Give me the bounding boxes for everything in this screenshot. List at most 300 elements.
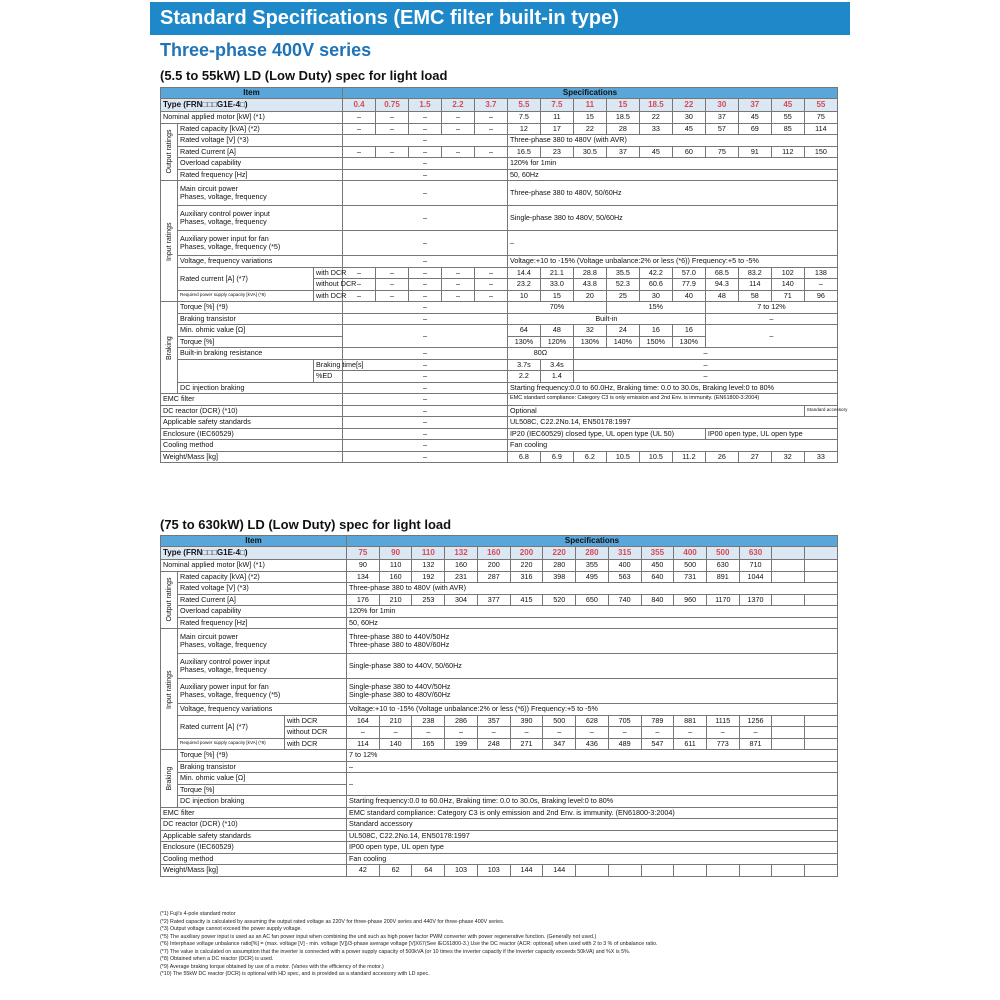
value-cell: 248	[477, 738, 510, 750]
value-cell: 134	[347, 571, 380, 583]
sub-label: without DCR	[285, 727, 347, 739]
table-cell: –	[573, 359, 837, 371]
table-cell: –	[573, 348, 837, 360]
value-cell: 628	[576, 715, 609, 727]
value-cell: 398	[543, 571, 576, 583]
item-header: Item	[161, 88, 343, 99]
row-label: DC injection braking	[178, 796, 347, 808]
value-cell: 28.8	[573, 267, 606, 279]
value-cell: 6.8	[507, 451, 540, 463]
value-cell: 140%	[606, 336, 639, 348]
table-cell	[347, 679, 838, 704]
value-cell: 40	[672, 290, 705, 302]
value-cell: 15	[540, 290, 573, 302]
type-label: Type (FRN□□□G1E-4□)	[161, 547, 347, 560]
value-cell: 280	[543, 560, 576, 572]
table-cell	[178, 359, 314, 371]
value-cell: 28	[606, 123, 639, 135]
value-cell: –	[343, 112, 376, 124]
row-label: Cooling method	[161, 853, 347, 865]
type-model: 280	[576, 547, 609, 560]
table-cell: –	[343, 440, 508, 452]
category-braking: Braking	[161, 750, 178, 808]
value-cell: 22	[639, 112, 672, 124]
value-cell: 102	[771, 267, 804, 279]
table-cell: –	[343, 371, 508, 383]
row-label: Rated Current [A]	[178, 146, 343, 158]
value-cell: 611	[674, 738, 707, 750]
value-cell: –	[576, 727, 609, 739]
row-label: Min. ohmic value [Ω]	[178, 773, 347, 785]
value-cell: 91	[738, 146, 771, 158]
value-cell: 144	[510, 865, 543, 877]
value-cell: 192	[412, 571, 445, 583]
value-cell: 140	[771, 279, 804, 291]
value-cell: 238	[412, 715, 445, 727]
table-cell: –	[343, 359, 508, 371]
value-cell: 55	[771, 112, 804, 124]
sub-label: without DCR	[314, 279, 343, 291]
value-cell: –	[543, 727, 576, 739]
value-cell: 69	[738, 123, 771, 135]
value-cell: 710	[739, 560, 772, 572]
value-cell: 22	[573, 123, 606, 135]
label-line: Auxiliary power input for fan	[180, 682, 269, 692]
value-cell	[608, 865, 641, 877]
label-line: Auxiliary control power input	[180, 657, 270, 667]
value-cell: –	[343, 279, 376, 291]
table-cell: Starting frequency:0.0 to 60.0Hz, Braking time: 0.0 to 30.0s, Braking level:0 to 80%	[347, 796, 838, 808]
category-input-ratings: Input ratings	[161, 629, 178, 750]
table-cell: –	[347, 761, 838, 773]
value-cell: –	[408, 279, 441, 291]
value-cell: 24	[606, 325, 639, 337]
footnote: (*5) The auxiliary power input is used as an AC fan power input when combining the unit such as high power factor PWM converter with power regenerative function. (Generally not used.)	[160, 933, 597, 940]
row-label: Voltage, frequency variations	[178, 256, 343, 268]
value-cell: –	[441, 267, 474, 279]
row-label: Rated frequency [Hz]	[178, 617, 347, 629]
table-cell: UL508C, C22.2No.14, EN50178:1997	[507, 417, 837, 429]
value-cell: 16.5	[507, 146, 540, 158]
table-cell: EMC standard compliance: Category C3 is only emission and 2nd Env. is immunity. (EN61800-3:2004)	[347, 807, 838, 819]
value-cell: 42.2	[639, 267, 672, 279]
value-cell: 210	[379, 594, 412, 606]
footnote: (*7) The value is calculated on assumption that the inverter is connected with a power supply capacity of 500kVA (or 10 times the inverter capacity if the inverter capacity exceeds 50kVA) and %X is 5%.	[160, 948, 631, 955]
value-cell: –	[445, 727, 478, 739]
value-cell: 30	[672, 112, 705, 124]
row-label: Rated capacity [kVA] (*2)	[178, 571, 347, 583]
value-cell: 32	[573, 325, 606, 337]
row-label: Applicable safety standards	[161, 417, 343, 429]
specifications-header: Specifications	[343, 88, 838, 99]
value-cell: 57	[705, 123, 738, 135]
table-cell: –	[343, 169, 508, 181]
table-cell: Built-in	[507, 313, 705, 325]
type-model: 355	[641, 547, 674, 560]
type-model: 5.5	[507, 99, 540, 112]
value-cell: –	[412, 727, 445, 739]
sub-label: with DCR	[314, 267, 343, 279]
value-cell: 120%	[540, 336, 573, 348]
value-cell: 17	[540, 123, 573, 135]
row-label: DC reactor (DCR) (*10)	[161, 405, 343, 417]
value-cell: 94.3	[705, 279, 738, 291]
label-line: Main circuit power	[180, 184, 238, 194]
value-cell: 15	[573, 112, 606, 124]
table-cell: Voltage:+10 to -15% (Voltage unbalance:2% or less (*6)) Frequency:+5 to -5%	[507, 256, 837, 268]
type-model: 7.5	[540, 99, 573, 112]
type-model: 15	[606, 99, 639, 112]
spec-table-1	[160, 87, 848, 463]
table-cell: –	[343, 313, 508, 325]
value-cell: 20	[573, 290, 606, 302]
value-cell: 10.5	[606, 451, 639, 463]
row-label: Nominal applied motor [kW] (*1)	[161, 112, 343, 124]
value-cell: 45	[672, 123, 705, 135]
value-cell: 130%	[573, 336, 606, 348]
value-cell: 304	[445, 594, 478, 606]
row-label: Torque [%]	[178, 784, 347, 796]
value-cell: 64	[412, 865, 445, 877]
table-cell: –	[343, 181, 508, 206]
type-model: 160	[477, 547, 510, 560]
specifications-header: Specifications	[347, 536, 838, 547]
table-cell: –	[343, 428, 508, 440]
label-line: Three-phase 380 to 440V/50Hz	[349, 632, 450, 642]
table-cell: 120% for 1min	[507, 158, 837, 170]
value-cell: 1115	[706, 715, 739, 727]
value-cell: 37	[606, 146, 639, 158]
label-line: Single-phase 380 to 440V/50Hz	[349, 682, 451, 692]
value-cell: 150	[804, 146, 837, 158]
value-cell: 377	[477, 594, 510, 606]
value-cell	[576, 865, 609, 877]
value-cell: –	[408, 267, 441, 279]
value-cell: 42	[347, 865, 380, 877]
table-cell	[805, 547, 838, 560]
value-cell	[674, 865, 707, 877]
table-cell	[805, 738, 838, 750]
value-cell: 90	[347, 560, 380, 572]
value-cell: –	[474, 267, 507, 279]
type-model: 55	[804, 99, 837, 112]
value-cell: 103	[445, 865, 478, 877]
value-cell: 77.9	[672, 279, 705, 291]
table-cell: –	[343, 405, 508, 417]
table-cell	[805, 594, 838, 606]
value-cell: 705	[608, 715, 641, 727]
value-cell: –	[441, 279, 474, 291]
spec-table-2	[160, 535, 838, 877]
value-cell: 731	[674, 571, 707, 583]
footnote: (*6) Interphase voltage unbalance ratio[%] = (max. voltage [V] - min. voltage [V])/3-phase average voltage [V]X67(See IEC61800-3.) Use the DC reactor (ACR: optional) when used with 2 to 3 % of unbalance ratio.	[160, 941, 658, 947]
value-cell: –	[474, 123, 507, 135]
value-cell: 71	[771, 290, 804, 302]
value-cell: –	[641, 727, 674, 739]
value-cell: 10	[507, 290, 540, 302]
value-cell: –	[408, 290, 441, 302]
table-cell: UL508C, C22.2No.14, EN50178:1997	[347, 830, 838, 842]
category-braking: Braking	[161, 302, 178, 394]
row-label	[178, 629, 347, 654]
value-cell: 11.2	[672, 451, 705, 463]
value-cell: 112	[771, 146, 804, 158]
series-title: Three-phase 400V series	[160, 40, 372, 60]
row-label: DC injection braking	[178, 382, 343, 394]
table-cell: –	[343, 206, 508, 231]
value-cell: 130%	[507, 336, 540, 348]
row-label: Required power supply capacity [kVA] (*8)	[178, 290, 314, 302]
table-cell: Fan cooling	[347, 853, 838, 865]
row-label: Rated current [A] (*7)	[178, 267, 314, 290]
value-cell: 11	[540, 112, 573, 124]
row-label: Torque [%] (*9)	[178, 302, 343, 314]
value-cell: –	[804, 279, 837, 291]
type-model: 1.5	[408, 99, 441, 112]
table-cell: 7 to 12%	[347, 750, 838, 762]
value-cell: 840	[641, 594, 674, 606]
type-model: 30	[705, 99, 738, 112]
table-cell	[772, 547, 805, 560]
value-cell: –	[376, 279, 409, 291]
table-cell	[772, 715, 805, 727]
table-cell: –	[343, 135, 508, 147]
value-cell: 176	[347, 594, 380, 606]
type-model: 0.4	[343, 99, 376, 112]
value-cell: 64	[507, 325, 540, 337]
value-cell: –	[608, 727, 641, 739]
table-cell	[772, 738, 805, 750]
value-cell: 60.6	[639, 279, 672, 291]
value-cell: –	[376, 112, 409, 124]
row-label: EMC filter	[161, 394, 343, 406]
value-cell: 12	[507, 123, 540, 135]
value-cell: 390	[510, 715, 543, 727]
table-cell: –	[343, 451, 508, 463]
value-cell: –	[343, 267, 376, 279]
table-cell: –	[343, 158, 508, 170]
row-label: Rated frequency [Hz]	[178, 169, 343, 181]
row-label: Enclosure (IEC60529)	[161, 428, 343, 440]
value-cell: 495	[576, 571, 609, 583]
sub-label: with DCR	[285, 715, 347, 727]
value-cell: 138	[804, 267, 837, 279]
table-cell: –	[343, 231, 508, 256]
value-cell: 140	[379, 738, 412, 750]
value-cell: 33	[804, 451, 837, 463]
sub-label: %ED	[314, 371, 343, 383]
section1-heading: (5.5 to 55kW) LD (Low Duty) spec for light load	[160, 68, 448, 83]
value-cell: 16	[639, 325, 672, 337]
table-cell	[178, 371, 314, 383]
page-title-banner: Standard Specifications (EMC filter built-in type)	[150, 2, 850, 35]
value-cell: 287	[477, 571, 510, 583]
value-cell: 200	[477, 560, 510, 572]
table-cell: Three-phase 380 to 480V, 50/60Hz	[507, 181, 837, 206]
value-cell: 75	[705, 146, 738, 158]
type-model: 220	[543, 547, 576, 560]
value-cell: 21.1	[540, 267, 573, 279]
value-cell: 58	[738, 290, 771, 302]
label-line: Phases, voltage, frequency	[180, 640, 267, 649]
value-cell: 6.2	[573, 451, 606, 463]
type-model: 500	[706, 547, 739, 560]
value-cell: –	[674, 727, 707, 739]
table-cell	[805, 715, 838, 727]
value-cell: 85	[771, 123, 804, 135]
value-cell: –	[343, 290, 376, 302]
row-label: Voltage, frequency variations	[178, 704, 347, 716]
row-label: Required power supply capacity [kVA] (*8)	[178, 738, 285, 750]
type-model: 37	[738, 99, 771, 112]
row-label: EMC filter	[161, 807, 347, 819]
value-cell	[739, 865, 772, 877]
footnote: (*9) Average braking torque obtained by use of a motor. (Varies with the efficiency of the motor.)	[160, 963, 384, 970]
value-cell: 45	[738, 112, 771, 124]
row-label	[178, 181, 343, 206]
table-cell: 1.4	[540, 371, 573, 383]
table-cell: –	[347, 773, 838, 796]
value-cell: 199	[445, 738, 478, 750]
value-cell: 25	[606, 290, 639, 302]
value-cell: –	[441, 112, 474, 124]
row-label: Rated capacity [kVA] (*2)	[178, 123, 343, 135]
table-cell: –	[343, 394, 508, 406]
value-cell: –	[474, 290, 507, 302]
type-model: 2.2	[441, 99, 474, 112]
table-cell	[805, 865, 838, 877]
value-cell: 18.5	[606, 112, 639, 124]
value-cell: 114	[347, 738, 380, 750]
table-cell: –	[343, 417, 508, 429]
table-cell: Three-phase 380 to 480V (with AVR)	[347, 583, 838, 595]
value-cell: 500	[543, 715, 576, 727]
value-cell: –	[343, 123, 376, 135]
value-cell: 48	[540, 325, 573, 337]
value-cell: 45	[639, 146, 672, 158]
value-cell: 253	[412, 594, 445, 606]
row-label: Min. ohmic value [Ω]	[178, 325, 343, 337]
value-cell: 789	[641, 715, 674, 727]
item-header: Item	[161, 536, 347, 547]
value-cell: 10.5	[639, 451, 672, 463]
value-cell: 103	[477, 865, 510, 877]
row-label: Rated Current [A]	[178, 594, 347, 606]
table-cell: Standard accessory	[347, 819, 838, 831]
label-line: Phases, voltage, frequency	[180, 192, 267, 201]
row-label: Rated current [A] (*7)	[178, 715, 285, 738]
table-cell: –	[573, 371, 837, 383]
sub-label: with DCR	[285, 738, 347, 750]
row-label: Applicable safety standards	[161, 830, 347, 842]
value-cell: 1370	[739, 594, 772, 606]
table-cell: –	[705, 313, 837, 325]
value-cell: 316	[510, 571, 543, 583]
value-cell: –	[474, 112, 507, 124]
footnote: (*8) Obtained when a DC reactor (DCR) is used.	[160, 956, 274, 962]
sub-label: Braking time[s]	[314, 359, 343, 371]
category-output-ratings: Output ratings	[161, 123, 178, 181]
value-cell: 520	[543, 594, 576, 606]
table-cell	[805, 727, 838, 739]
label-line: Auxiliary power input for fan	[180, 234, 269, 244]
footnote: (*3) Output voltage cannot exceed the power supply voltage.	[160, 926, 302, 932]
row-label: Enclosure (IEC60529)	[161, 842, 347, 854]
type-model: 200	[510, 547, 543, 560]
value-cell: 347	[543, 738, 576, 750]
row-label: Braking transistor	[178, 761, 347, 773]
row-label: Rated voltage [V] (*3)	[178, 583, 347, 595]
table-cell: 50, 60Hz	[507, 169, 837, 181]
table-cell: –	[343, 325, 508, 348]
value-cell: 23.2	[507, 279, 540, 291]
value-cell: 164	[347, 715, 380, 727]
value-cell: 450	[641, 560, 674, 572]
value-cell: 33	[639, 123, 672, 135]
table-cell: –	[705, 325, 837, 348]
value-cell: –	[510, 727, 543, 739]
value-cell: –	[441, 290, 474, 302]
value-cell: –	[347, 727, 380, 739]
value-cell: –	[343, 146, 376, 158]
value-cell: 6.9	[540, 451, 573, 463]
row-label: Rated voltage [V] (*3)	[178, 135, 343, 147]
value-cell: 30.5	[573, 146, 606, 158]
value-cell: 110	[379, 560, 412, 572]
row-label: Weight/Mass [kg]	[161, 865, 347, 877]
value-cell: 26	[705, 451, 738, 463]
table-cell: Three-phase 380 to 480V (with AVR)	[507, 135, 837, 147]
value-cell: 33.0	[540, 279, 573, 291]
value-cell: 271	[510, 738, 543, 750]
value-cell: 114	[804, 123, 837, 135]
table-cell: 3.4s	[540, 359, 573, 371]
value-cell: 1044	[739, 571, 772, 583]
label-line: Phases, voltage, frequency	[180, 665, 267, 674]
value-cell: –	[376, 123, 409, 135]
value-cell: 650	[576, 594, 609, 606]
value-cell: 436	[576, 738, 609, 750]
sub-label: with DCR	[314, 290, 343, 302]
table-cell: Voltage:+10 to -15% (Voltage unbalance:2% or less (*6)) Frequency:+5 to -5%	[347, 704, 838, 716]
table-cell: 15%	[606, 302, 705, 314]
table-cell: –	[343, 256, 508, 268]
row-label: DC reactor (DCR) (*10)	[161, 819, 347, 831]
value-cell: 640	[641, 571, 674, 583]
value-cell: 60	[672, 146, 705, 158]
value-cell: 35.5	[606, 267, 639, 279]
value-cell: 68.5	[705, 267, 738, 279]
value-cell: 132	[412, 560, 445, 572]
value-cell: 355	[576, 560, 609, 572]
table-cell: Single-phase 380 to 440V, 50/60Hz	[347, 654, 838, 679]
table-cell: IP00 open type, UL open type	[347, 842, 838, 854]
table-cell: Optional	[507, 405, 804, 417]
type-model: 18.5	[639, 99, 672, 112]
type-model: 90	[379, 547, 412, 560]
type-model: 3.7	[474, 99, 507, 112]
row-label: Cooling method	[161, 440, 343, 452]
value-cell: 114	[738, 279, 771, 291]
row-label: Nominal applied motor [kW] (*1)	[161, 560, 347, 572]
label-line: Main circuit power	[180, 632, 238, 642]
table-cell	[772, 727, 805, 739]
table-cell	[347, 629, 838, 654]
type-label: Type (FRN□□□G1E-4□)	[161, 99, 343, 112]
row-label: Weight/Mass [kg]	[161, 451, 343, 463]
type-model: 22	[672, 99, 705, 112]
table-cell: Standard accessory	[804, 405, 837, 417]
